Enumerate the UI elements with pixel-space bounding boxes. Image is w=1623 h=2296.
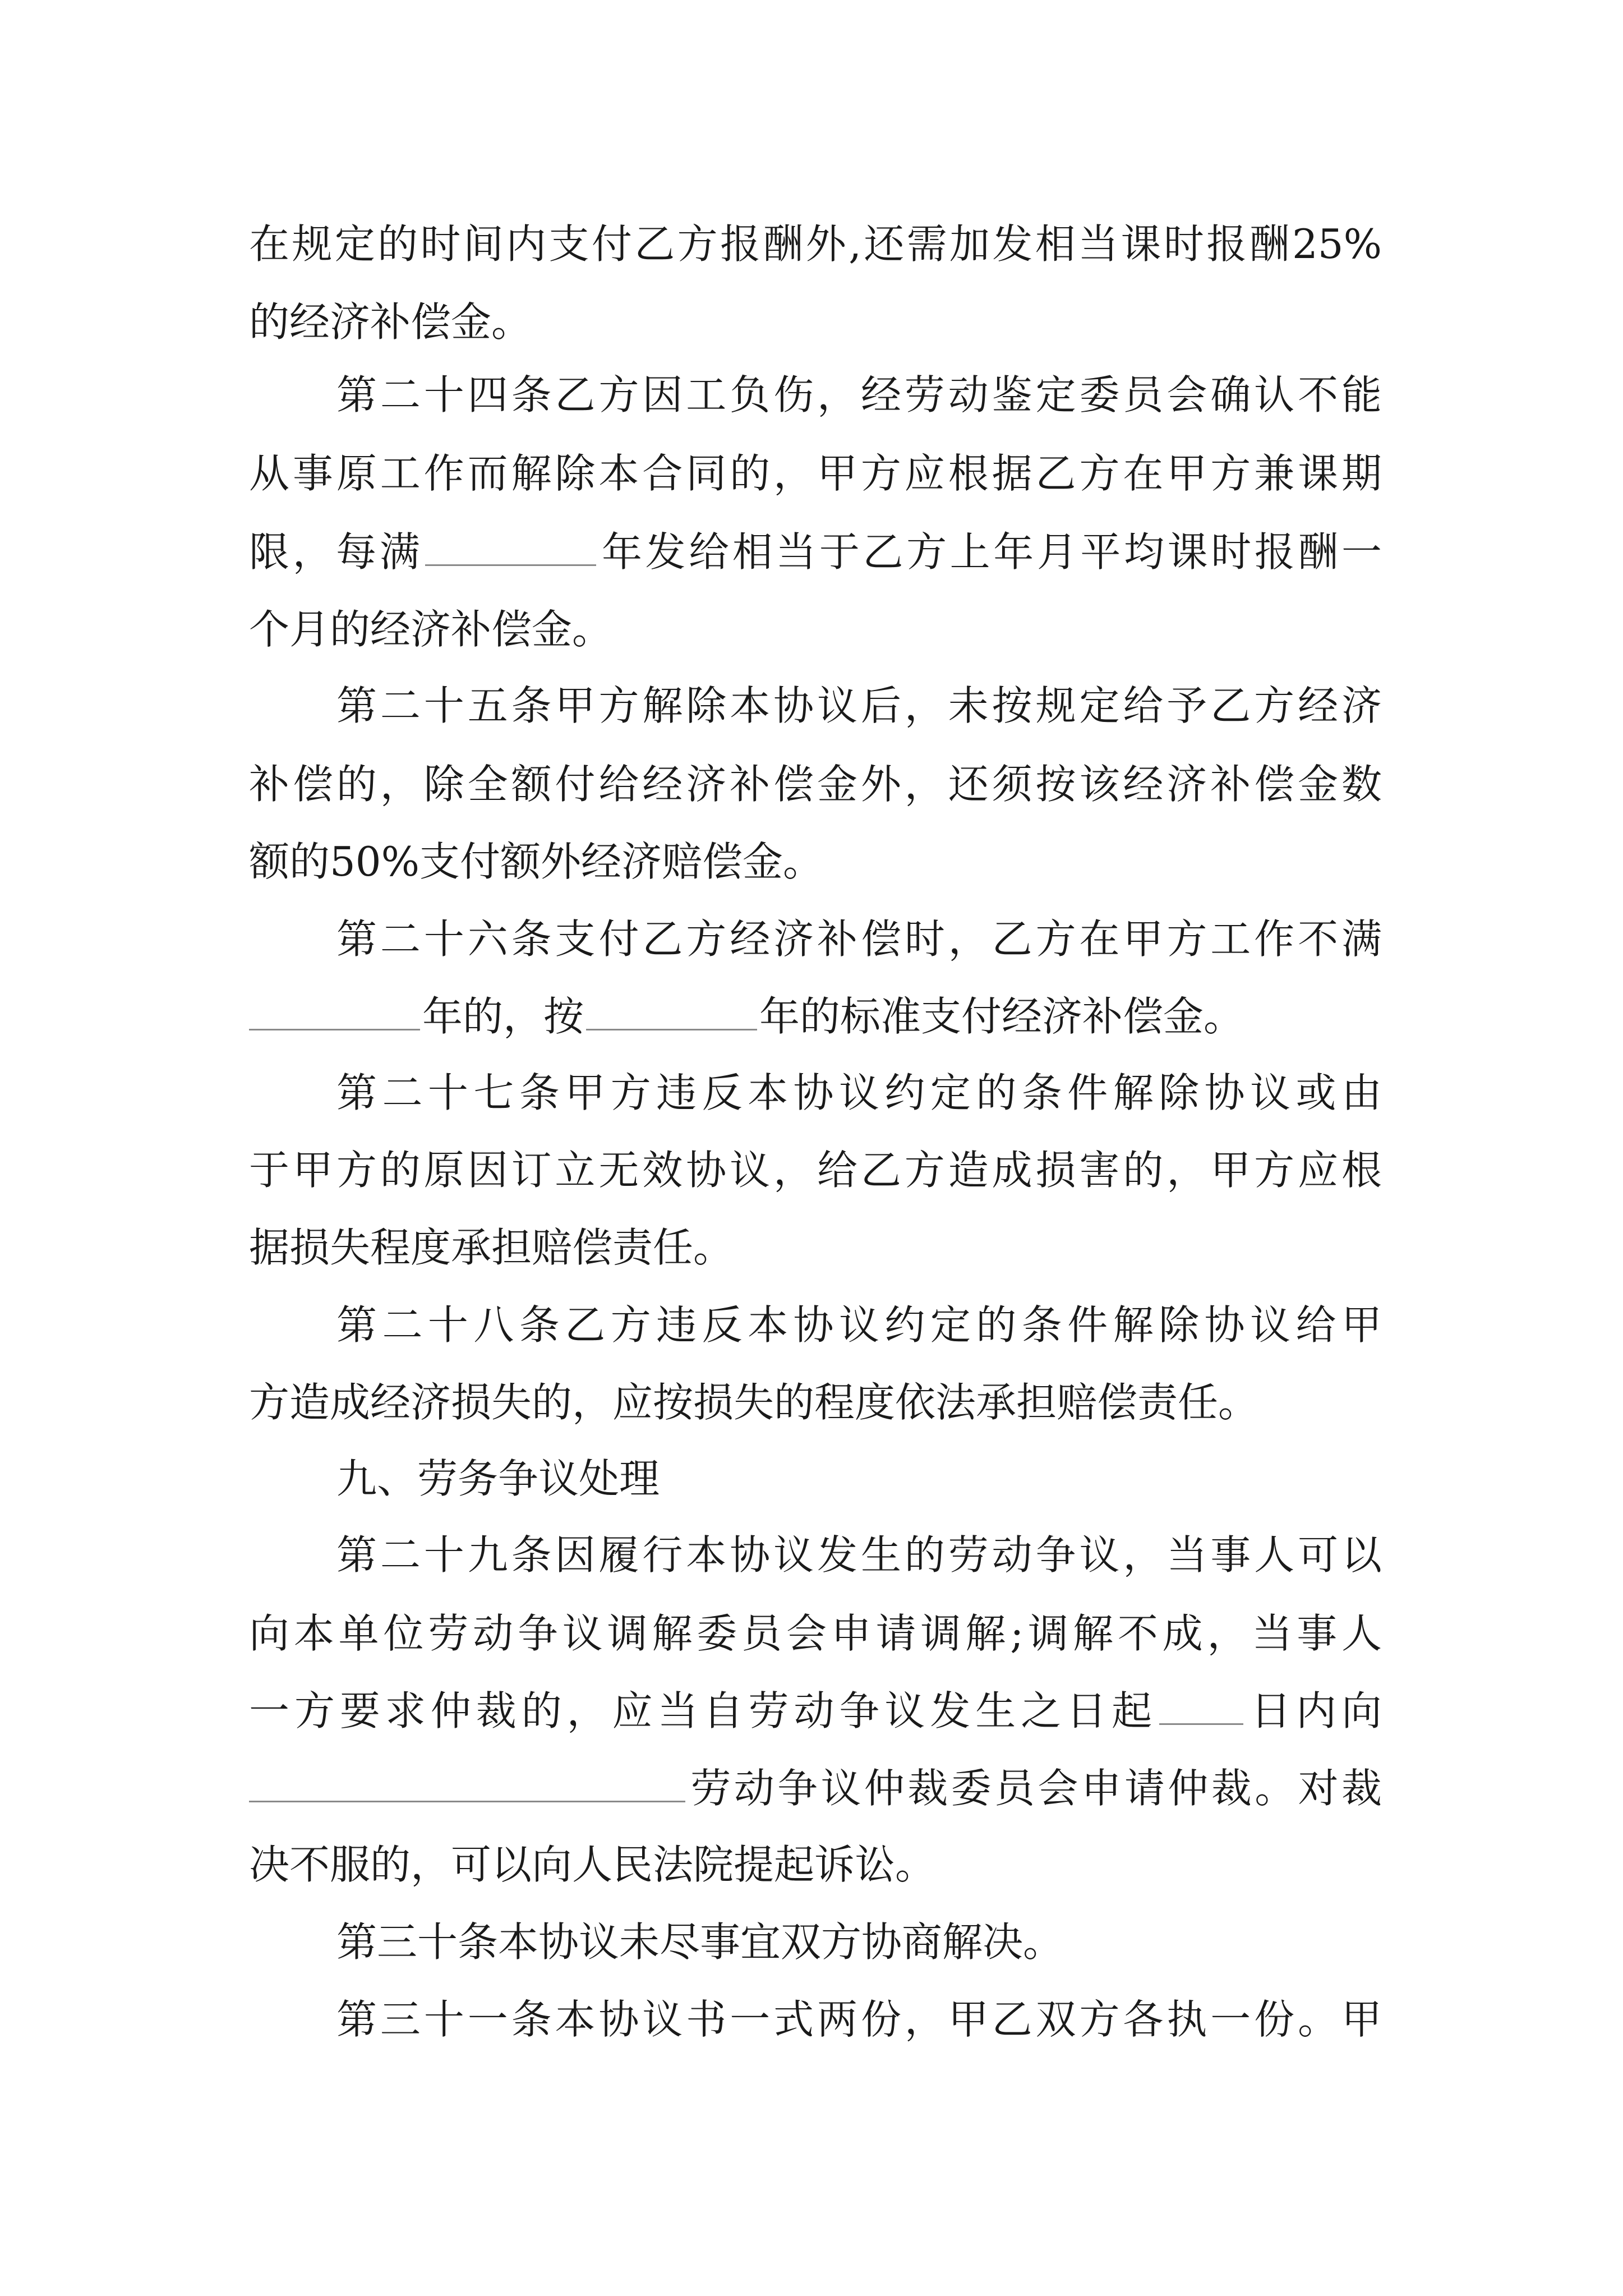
text-fragment: 一方要求仲裁的，应当自劳动争议发生之日起 <box>249 1687 1158 1734</box>
fill-in-blank <box>249 1024 420 1030</box>
article-29-line-with-blank <box>249 1683 1382 1739</box>
article-24-line: 第二十四条乙方因工负伤，经劳动鉴定委员会确认不能 <box>336 371 1382 418</box>
text-fragment: 年的标准支付经济补偿金。 <box>759 993 1244 1040</box>
paragraph-line: 的经济补偿金。 <box>249 298 532 346</box>
article-27-line: 于甲方的原因订立无效协议，给乙方造成损害的，甲方应根 <box>249 1147 1382 1194</box>
article-24-line: 个月的经济补偿金。 <box>249 606 613 653</box>
article-26-line: 第二十六条支付乙方经济补偿时，乙方在甲方工作不满 <box>336 915 1382 963</box>
text-fragment: 年发给相当于乙方上年月平均课时报酬一 <box>598 528 1382 576</box>
text-fragment: 年的，按 <box>422 993 584 1040</box>
article-28-line: 方造成经济损失的，应按损失的程度依法承担赔偿责任。 <box>249 1379 1259 1426</box>
section-heading: 九、劳务争议处理 <box>336 1455 660 1502</box>
fill-in-blank <box>1159 1719 1243 1725</box>
article-29-line: 决不服的，可以向人民法院提起诉讼。 <box>249 1841 936 1888</box>
article-25-line: 补偿的，除全额付给经济补偿金外，还须按该经济补偿金数 <box>249 761 1382 808</box>
fill-in-blank <box>249 1796 685 1802</box>
text-fragment: 限，每满 <box>249 528 423 576</box>
text-fragment: 劳动争议仲裁委员会申请仲裁。对裁 <box>688 1765 1382 1812</box>
paragraph-line: 在规定的时间内支付乙方报酬外,还需加发相当课时报酬25% <box>249 220 1382 268</box>
article-24-line-with-blank <box>249 524 1382 580</box>
article-29-line: 向本单位劳动争议调解委员会申请调解;调解不成，当事人 <box>249 1610 1382 1657</box>
article-31-line: 第三十一条本协议书一式两份，甲乙双方各执一份。甲 <box>336 1996 1382 2043</box>
article-29-line-with-blank <box>249 1760 1382 1816</box>
text-fragment: 日内向 <box>1246 1687 1382 1734</box>
article-24-line: 从事原工作而解除本合同的，甲方应根据乙方在甲方兼课期 <box>249 450 1382 497</box>
article-27-line: 据损失程度承担赔偿责任。 <box>249 1224 734 1271</box>
article-25-line: 第二十五条甲方解除本协议后，未按规定给予乙方经济 <box>336 682 1382 729</box>
article-27-line: 第二十七条甲方违反本协议约定的条件解除协议或由 <box>336 1069 1382 1116</box>
article-30-line: 第三十条本协议未尽事宜双方协商解决。 <box>336 1918 1064 1966</box>
article-25-line: 额的50%支付额外经济赔偿金。 <box>249 838 824 885</box>
article-28-line: 第二十八条乙方违反本协议约定的条件解除协议给甲 <box>336 1301 1382 1349</box>
article-26-line-with-blanks <box>249 988 1382 1045</box>
article-29-line: 第二十九条因履行本协议发生的劳动争议，当事人可以 <box>336 1531 1382 1579</box>
fill-in-blank <box>586 1024 757 1030</box>
fill-in-blank <box>425 560 596 566</box>
